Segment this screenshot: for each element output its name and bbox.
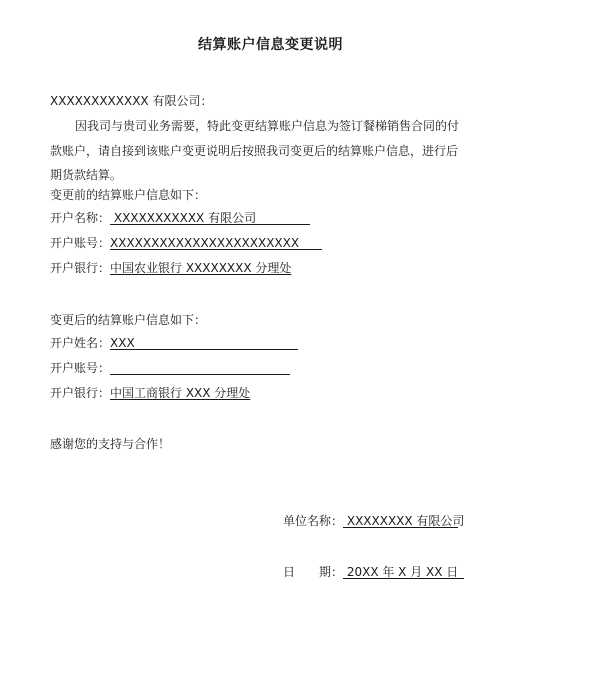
- after-bank-value: 中国工商银行 XXX 分理处: [110, 386, 251, 400]
- after-bank-label: 开户银行：: [50, 386, 111, 400]
- before-account-label: 开户账号：: [50, 236, 111, 250]
- before-name-value: XXXXXXXXXXX 有限公司: [113, 211, 257, 225]
- document-title: 结算账户信息变更说明: [198, 37, 343, 53]
- before-name-label: 开户名称：: [50, 211, 111, 225]
- before-account-row: [50, 236, 322, 250]
- after-name-field: [110, 336, 298, 350]
- salutation: XXXXXXXXXXXX 有限公司：: [50, 94, 213, 108]
- before-account-field: [110, 236, 322, 250]
- after-account-label: 开户账号：: [50, 361, 111, 375]
- signature-date-value: 20XX 年 X 月 XX 日: [346, 565, 459, 579]
- before-name-row: [50, 211, 310, 225]
- before-bank-row: [50, 261, 291, 275]
- signature-org-field: [343, 514, 465, 528]
- closing-text: 感谢您的支持与合作！: [50, 437, 171, 451]
- signature-org-row: [283, 514, 465, 528]
- body-line-2: 款账户，请自接到该账户变更说明后按照我司变更后的结算账户信息，进行后: [50, 144, 459, 158]
- before-name-field: [110, 211, 310, 225]
- after-bank-row: [50, 386, 250, 400]
- after-heading: 变更后的结算账户信息如下：: [50, 313, 207, 327]
- before-bank-value: 中国农业银行 XXXXXXXX 分理处: [110, 261, 292, 275]
- after-name-label: 开户姓名：: [50, 336, 111, 350]
- signature-date-field: [343, 565, 464, 579]
- signature-org-label: 单位名称：: [283, 514, 344, 528]
- signature-date-label: 日 期：: [283, 565, 344, 579]
- after-name-row: [50, 336, 298, 350]
- after-account-row: [50, 361, 290, 375]
- signature-org-value: XXXXXXXX 有限公司: [346, 514, 465, 528]
- after-account-field: [110, 361, 290, 375]
- before-account-value: XXXXXXXXXXXXXXXXXXXXXXX: [110, 236, 300, 250]
- body-line-1: 因我司与贵司业务需要，特此变更结算账户信息为签订餐梯销售合同的付: [75, 119, 460, 133]
- before-bank-label: 开户银行：: [50, 261, 111, 275]
- signature-date-row: [283, 565, 464, 579]
- body-line-3: 期货款结算。: [50, 168, 123, 182]
- before-heading: 变更前的结算账户信息如下：: [50, 188, 207, 202]
- after-name-value: XXX: [110, 336, 135, 350]
